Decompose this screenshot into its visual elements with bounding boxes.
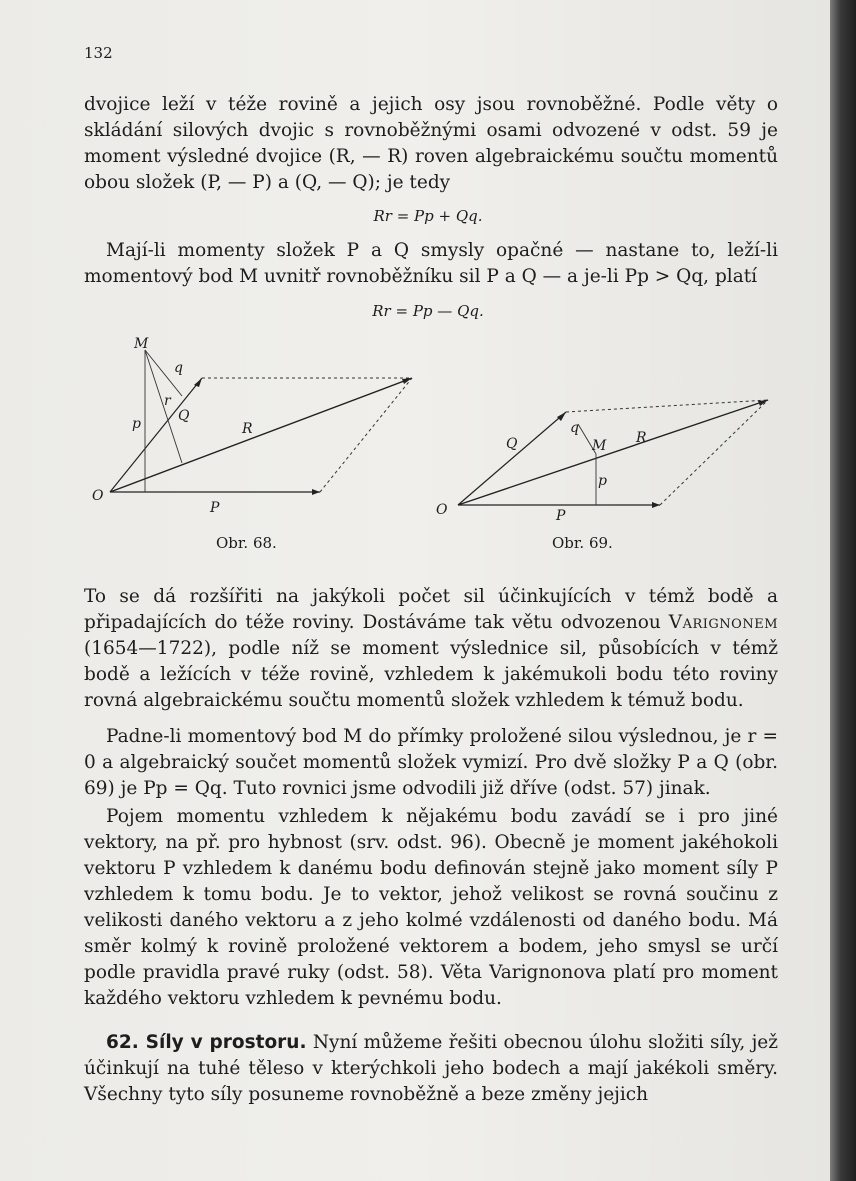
fig69-label-M: M	[592, 438, 607, 454]
fig68-label-p: p	[132, 416, 141, 432]
page-number: 132	[84, 44, 113, 62]
fig68-label-O: O	[92, 488, 104, 504]
fig68-label-R: R	[242, 421, 253, 437]
fig69-arrow-R	[758, 400, 768, 406]
formula-difference: Rr = Pp — Qq.	[372, 302, 484, 320]
fig69-arrow-P	[652, 502, 660, 508]
fig69-arrow-Q	[557, 412, 566, 421]
figure-69-caption: Obr. 69.	[552, 534, 613, 552]
paragraph-4: Padne-li momentový bod M do přímky proložené silou výslednou, je r = 0 a algebraický součet momentů složek vymizí. Pro dvě složky P a Q (obr. 69) je Pp = Qq. Tuto rovnici jsme odvodili již dříve (odst. 57) jinak.	[84, 726, 778, 799]
paragraph-3	[84, 584, 778, 714]
fig69-label-R: R	[636, 430, 647, 446]
paragraph-3-start: To se dá rozšířiti na jakýkoli počet sil účinkujících v témž bodě a připadajících do téže roviny. Dostáváme tak větu odvozenou	[84, 586, 778, 633]
paragraph-2: Mají-li momenty složek P a Q smysly opačné — nastane to, leží-li momentový bod M uvnitř rovnoběžníku sil P a Q — a je-li Pp > Qq, platí	[84, 240, 778, 287]
figure-68	[90, 330, 430, 520]
fig68-arrow-R	[402, 378, 412, 384]
fig68-arrow-P	[312, 489, 320, 495]
fig69-label-O: O	[436, 502, 448, 518]
fig69-label-P: P	[556, 508, 566, 524]
formula-sum: Rr = Pp + Qq.	[373, 207, 483, 225]
fig68-label-P: P	[210, 500, 220, 516]
fig69-resultant-R	[458, 400, 768, 505]
paragraph-3-end: (1654—1722), podle níž se moment výslednice sil, působících v témž bodě a ležících v téže rovině, vzhledem k jakémukoli bodu této roviny rovná algebraickému součtu momentů složek vzhledem k témuž bodu.	[84, 638, 778, 711]
paragraph-5: Pojem momentu vzhledem k nějakému bodu zavádí se i pro jiné vektory, na př. pro hybnost (srv. odst. 96). Obecně je moment jakéhokoli vektoru P vzhledem k danému bodu definován stejně jako moment síly P vzhledem k tomu bodu. Je to vektor, jehož velikost se rovná součinu z velikosti daného vektoru a z jeho kolmé vzdálenosti od daného bodu. Má směr kolmý k rovině proložené vektorem a bodem, jeho smysl se určí podle pravidla pravé ruky (odst. 58). Věta Varignonova platí pro moment každého vektoru vzhledem k pevnému bodu.	[84, 806, 778, 1009]
fig69-label-q: q	[570, 420, 579, 436]
varignon-name: Varignonem	[668, 612, 778, 633]
section-heading: 62. Síly v prostoru.	[106, 1032, 307, 1053]
fig68-label-Q: Q	[178, 408, 190, 424]
fig69-label-Q: Q	[506, 436, 518, 452]
page-edge-shadow	[830, 0, 856, 1181]
fig69-force-Q	[458, 412, 566, 505]
figure-69	[428, 390, 778, 525]
paragraph-6-text: Nyní můžeme řešiti obecnou úlohu složiti síly, jež účinkují na tuhé těleso v kterýchkoli jeho bodech a mají jakékoli směry. Všechny tyto síly posuneme rovnoběžně a beze změny jejich	[84, 1032, 779, 1105]
figure-68-caption: Obr. 68.	[216, 534, 277, 552]
fig68-label-M: M	[134, 336, 149, 352]
fig68-label-r: r	[164, 393, 171, 409]
fig68-label-q: q	[174, 360, 183, 376]
fig69-label-p: p	[598, 473, 607, 489]
paragraph-1: dvojice leží v téže rovině a jejich osy jsou rovnoběžné. Podle věty o skládání silových dvojic s rovnoběžnými osami odvozené v odst. 59 je moment výsledné dvojice (R, — R) roven algebraickému součtu momentů obou složek (P, — P) a (Q, — Q); je tedy	[84, 94, 778, 193]
paragraph-6	[84, 1030, 778, 1108]
fig69-dashed-side	[660, 400, 768, 505]
